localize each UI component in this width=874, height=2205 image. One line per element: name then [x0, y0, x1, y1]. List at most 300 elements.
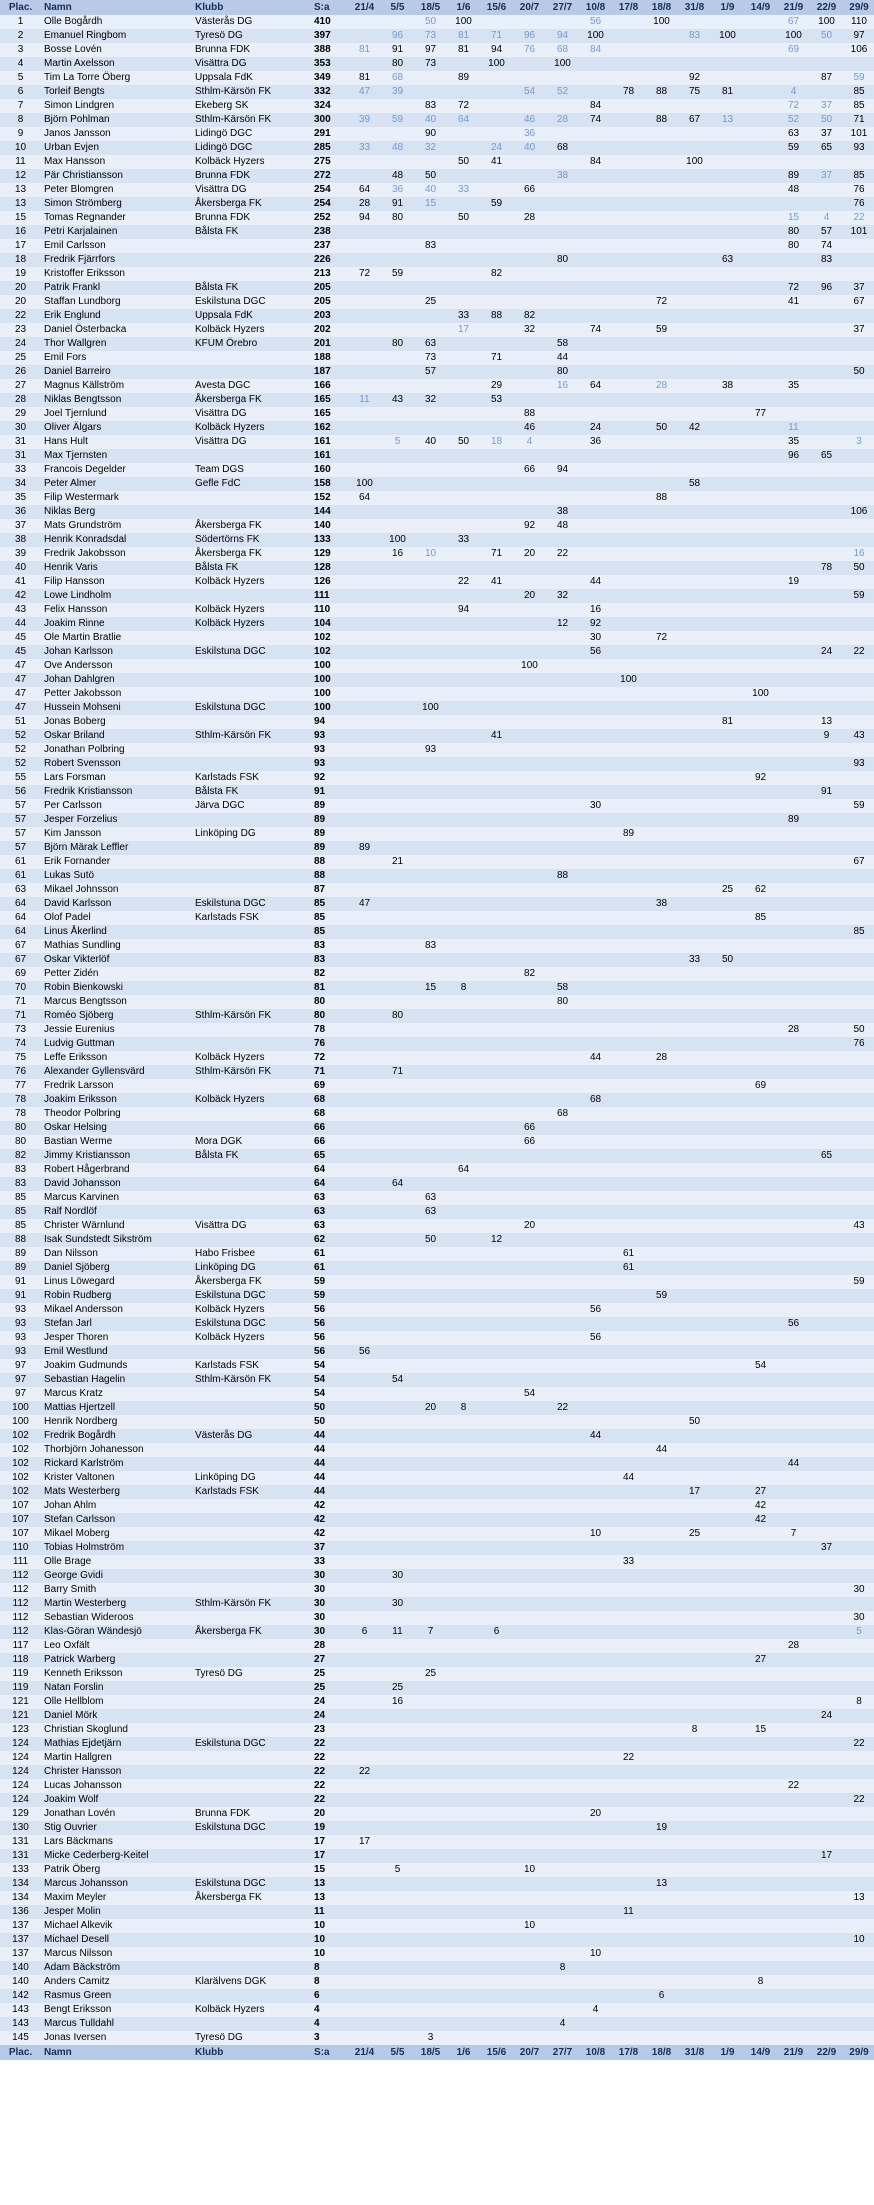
round-score-cell: [381, 1317, 414, 1331]
round-score-cell: [513, 813, 546, 827]
round-score-cell: [414, 1597, 447, 1611]
round-score-cell: [810, 1471, 843, 1485]
header-plac[interactable]: Plac.: [0, 0, 41, 15]
total-score-cell: 54: [311, 1373, 348, 1387]
round-score-cell: [744, 603, 777, 617]
round-score-cell: [810, 2031, 843, 2045]
round-score-cell: [381, 1541, 414, 1555]
round-score-cell: 93: [843, 141, 874, 155]
round-score-cell: [645, 1919, 678, 1933]
round-score-cell: [777, 547, 810, 561]
round-score-cell: [546, 449, 579, 463]
player-name-cell: Janos Jansson: [41, 127, 192, 141]
round-score-cell: [546, 1541, 579, 1555]
round-score-cell: [777, 1695, 810, 1709]
round-score-cell: [381, 1107, 414, 1121]
total-score-cell: 42: [311, 1513, 348, 1527]
round-score-cell: [612, 743, 645, 757]
round-score-cell: [579, 1121, 612, 1135]
round-score-cell: [744, 239, 777, 253]
placement-cell: 37: [0, 519, 41, 533]
round-score-cell: [777, 1205, 810, 1219]
round-score-cell: [810, 1653, 843, 1667]
round-score-cell: [744, 1611, 777, 1625]
header-date-10[interactable]: 31/8: [678, 0, 711, 15]
round-score-cell: [480, 743, 513, 757]
header-date-2[interactable]: 18/5: [414, 0, 447, 15]
round-score-cell: [810, 1569, 843, 1583]
round-score-cell: [381, 715, 414, 729]
round-score-cell: [381, 967, 414, 981]
header-date-3[interactable]: 1/6: [447, 0, 480, 15]
round-score-cell: [744, 1527, 777, 1541]
round-score-cell: [777, 1765, 810, 1779]
round-score-cell: [744, 281, 777, 295]
round-score-cell: 33: [447, 183, 480, 197]
round-score-cell: 22: [348, 1765, 381, 1779]
round-score-cell: [447, 1555, 480, 1569]
round-score-cell: [546, 1373, 579, 1387]
round-score-cell: 63: [414, 1191, 447, 1205]
club-cell: [192, 1443, 311, 1457]
round-score-cell: [744, 673, 777, 687]
round-score-cell: [777, 393, 810, 407]
round-score-cell: [744, 505, 777, 519]
round-score-cell: [744, 939, 777, 953]
round-score-cell: [348, 15, 381, 29]
round-score-cell: [612, 1457, 645, 1471]
round-score-cell: [612, 631, 645, 645]
round-score-cell: [777, 855, 810, 869]
round-score-cell: [678, 491, 711, 505]
placement-cell: 102: [0, 1429, 41, 1443]
header-date-12[interactable]: 14/9: [744, 0, 777, 15]
round-score-cell: 39: [381, 85, 414, 99]
round-score-cell: [612, 15, 645, 29]
round-score-cell: [579, 1037, 612, 1051]
round-score-cell: [513, 1485, 546, 1499]
round-score-cell: [711, 2003, 744, 2017]
club-cell: Bålsta FK: [192, 281, 311, 295]
round-score-cell: 80: [777, 225, 810, 239]
round-score-cell: [480, 1121, 513, 1135]
round-score-cell: 19: [645, 1821, 678, 1835]
round-score-cell: [777, 1121, 810, 1135]
player-name-cell: Marcus Nilsson: [41, 1947, 192, 1961]
round-score-cell: [744, 1093, 777, 1107]
round-score-cell: [546, 673, 579, 687]
header-date-1[interactable]: 5/5: [381, 0, 414, 15]
round-score-cell: 44: [612, 1471, 645, 1485]
round-score-cell: [579, 967, 612, 981]
round-score-cell: [678, 561, 711, 575]
round-score-cell: [810, 337, 843, 351]
round-score-cell: [777, 323, 810, 337]
round-score-cell: [348, 1611, 381, 1625]
round-score-cell: [711, 1611, 744, 1625]
round-score-cell: [414, 155, 447, 169]
header-date-7[interactable]: 10/8: [579, 0, 612, 15]
header-date-14[interactable]: 22/9: [810, 0, 843, 15]
total-score-cell: 66: [311, 1121, 348, 1135]
round-score-cell: [744, 379, 777, 393]
round-score-cell: 38: [645, 897, 678, 911]
round-score-cell: 71: [381, 1065, 414, 1079]
round-score-cell: [447, 1443, 480, 1457]
placement-cell: 34: [0, 477, 41, 491]
round-score-cell: [744, 1107, 777, 1121]
player-name-cell: Micke Cederberg-Keitel: [41, 1849, 192, 1863]
round-score-cell: [777, 1331, 810, 1345]
player-name-cell: Petter Jakobsson: [41, 687, 192, 701]
header-date-13[interactable]: 21/9: [777, 0, 810, 15]
player-name-cell: Fredrik Larsson: [41, 1079, 192, 1093]
round-score-cell: 64: [381, 1177, 414, 1191]
round-score-cell: [480, 519, 513, 533]
round-score-cell: [480, 127, 513, 141]
table-row: [0, 799, 874, 813]
footer-date-13: 21/9: [777, 2045, 810, 2060]
round-score-cell: [447, 1681, 480, 1695]
total-score-cell: 44: [311, 1429, 348, 1443]
round-score-cell: [546, 645, 579, 659]
header-date-9[interactable]: 18/8: [645, 0, 678, 15]
round-score-cell: [414, 1779, 447, 1793]
round-score-cell: [546, 309, 579, 323]
round-score-cell: [348, 645, 381, 659]
round-score-cell: [645, 617, 678, 631]
round-score-cell: [480, 883, 513, 897]
player-name-cell: Peter Almer: [41, 477, 192, 491]
header-date-0[interactable]: 21/4: [348, 0, 381, 15]
club-cell: [192, 365, 311, 379]
round-score-cell: [480, 211, 513, 225]
placement-cell: 38: [0, 533, 41, 547]
round-score-cell: [348, 1065, 381, 1079]
club-cell: [192, 1121, 311, 1135]
club-cell: [192, 1639, 311, 1653]
round-score-cell: [480, 1597, 513, 1611]
round-score-cell: [348, 981, 381, 995]
round-score-cell: [414, 1471, 447, 1485]
round-score-cell: 59: [843, 589, 874, 603]
round-score-cell: 43: [843, 729, 874, 743]
round-score-cell: 25: [414, 1667, 447, 1681]
round-score-cell: [480, 2031, 513, 2045]
round-score-cell: [579, 1065, 612, 1079]
round-score-cell: [843, 463, 874, 477]
header-date-6[interactable]: 27/7: [546, 0, 579, 15]
total-score-cell: 11: [311, 1905, 348, 1919]
round-score-cell: [480, 1485, 513, 1499]
round-score-cell: [612, 1037, 645, 1051]
total-score-cell: 50: [311, 1415, 348, 1429]
round-score-cell: [546, 1681, 579, 1695]
round-score-cell: [678, 799, 711, 813]
round-score-cell: [612, 687, 645, 701]
round-score-cell: [513, 1247, 546, 1261]
round-score-cell: [381, 1135, 414, 1149]
round-score-cell: [843, 869, 874, 883]
round-score-cell: 65: [810, 1149, 843, 1163]
round-score-cell: [381, 1149, 414, 1163]
round-score-cell: [843, 421, 874, 435]
table-row: [0, 701, 874, 715]
round-score-cell: [579, 253, 612, 267]
round-score-cell: [579, 211, 612, 225]
round-score-cell: 72: [645, 295, 678, 309]
round-score-cell: [810, 925, 843, 939]
player-name-cell: Patrik Öberg: [41, 1863, 192, 1877]
round-score-cell: [447, 1233, 480, 1247]
round-score-cell: [480, 1177, 513, 1191]
round-score-cell: [678, 2003, 711, 2017]
player-name-cell: Filip Westermark: [41, 491, 192, 505]
round-score-cell: [810, 1205, 843, 1219]
round-score-cell: [546, 1695, 579, 1709]
player-name-cell: Michael Desell: [41, 1933, 192, 1947]
table-row: [0, 1303, 874, 1317]
table-row: [0, 449, 874, 463]
round-score-cell: 94: [447, 603, 480, 617]
table-row: [0, 1863, 874, 1877]
round-score-cell: [777, 1149, 810, 1163]
round-score-cell: [810, 827, 843, 841]
round-score-cell: [711, 1275, 744, 1289]
round-score-cell: [777, 841, 810, 855]
round-score-cell: [711, 1373, 744, 1387]
header-sa[interactable]: S:a: [311, 0, 348, 15]
placement-cell: 112: [0, 1611, 41, 1625]
round-score-cell: 56: [777, 1317, 810, 1331]
round-score-cell: [810, 267, 843, 281]
header-klubb[interactable]: Klubb: [192, 0, 311, 15]
club-cell: Eskilstuna DGC: [192, 1821, 311, 1835]
header-date-15[interactable]: 29/9: [843, 0, 874, 15]
round-score-cell: 8: [843, 1695, 874, 1709]
round-score-cell: [480, 799, 513, 813]
player-name-cell: Jimmy Kristiansson: [41, 1149, 192, 1163]
round-score-cell: [381, 771, 414, 785]
round-score-cell: 22: [843, 211, 874, 225]
round-score-cell: [480, 239, 513, 253]
round-score-cell: [513, 253, 546, 267]
header-date-11[interactable]: 1/9: [711, 0, 744, 15]
table-row: [0, 1513, 874, 1527]
table-row: [0, 113, 874, 127]
table-row: [0, 785, 874, 799]
round-score-cell: [348, 1513, 381, 1527]
round-score-cell: [348, 463, 381, 477]
round-score-cell: 47: [348, 85, 381, 99]
round-score-cell: [480, 1961, 513, 1975]
round-score-cell: [645, 925, 678, 939]
round-score-cell: [645, 1471, 678, 1485]
round-score-cell: 24: [480, 141, 513, 155]
round-score-cell: [744, 995, 777, 1009]
round-score-cell: [612, 57, 645, 71]
round-score-cell: 44: [579, 1429, 612, 1443]
header-namn[interactable]: Namn: [41, 0, 192, 15]
round-score-cell: [711, 1121, 744, 1135]
round-score-cell: [645, 855, 678, 869]
round-score-cell: [711, 1877, 744, 1891]
round-score-cell: [612, 169, 645, 183]
player-name-cell: Martin Westerberg: [41, 1597, 192, 1611]
total-score-cell: 82: [311, 967, 348, 981]
round-score-cell: 59: [381, 267, 414, 281]
round-score-cell: [744, 71, 777, 85]
round-score-cell: 6: [645, 1989, 678, 2003]
round-score-cell: [546, 1737, 579, 1751]
round-score-cell: [678, 995, 711, 1009]
round-score-cell: [843, 911, 874, 925]
round-score-cell: [348, 1583, 381, 1597]
round-score-cell: [546, 2003, 579, 2017]
round-score-cell: [711, 533, 744, 547]
placement-cell: 20: [0, 281, 41, 295]
round-score-cell: [414, 1653, 447, 1667]
round-score-cell: [711, 267, 744, 281]
header-date-5[interactable]: 20/7: [513, 0, 546, 15]
round-score-cell: 67: [777, 15, 810, 29]
round-score-cell: [447, 281, 480, 295]
round-score-cell: [546, 295, 579, 309]
round-score-cell: [711, 743, 744, 757]
round-score-cell: [447, 757, 480, 771]
total-score-cell: 44: [311, 1471, 348, 1485]
round-score-cell: [711, 1597, 744, 1611]
round-score-cell: [348, 1303, 381, 1317]
round-score-cell: 72: [777, 99, 810, 113]
player-name-cell: Maxim Meyler: [41, 1891, 192, 1905]
total-score-cell: 63: [311, 1205, 348, 1219]
round-score-cell: [678, 1359, 711, 1373]
club-cell: [192, 673, 311, 687]
round-score-cell: [381, 127, 414, 141]
round-score-cell: 71: [480, 29, 513, 43]
round-score-cell: 41: [480, 729, 513, 743]
round-score-cell: [810, 1457, 843, 1471]
round-score-cell: [546, 435, 579, 449]
round-score-cell: [744, 1751, 777, 1765]
round-score-cell: [381, 155, 414, 169]
round-score-cell: [480, 253, 513, 267]
round-score-cell: [513, 351, 546, 365]
round-score-cell: [843, 1317, 874, 1331]
round-score-cell: [348, 1891, 381, 1905]
placement-cell: 12: [0, 169, 41, 183]
round-score-cell: [744, 1765, 777, 1779]
round-score-cell: 40: [414, 113, 447, 127]
round-score-cell: [513, 1541, 546, 1555]
round-score-cell: 16: [381, 547, 414, 561]
round-score-cell: [348, 1947, 381, 1961]
total-score-cell: 291: [311, 127, 348, 141]
total-score-cell: 187: [311, 365, 348, 379]
header-date-8[interactable]: 17/8: [612, 0, 645, 15]
club-cell: Karlstads FSK: [192, 771, 311, 785]
round-score-cell: [711, 295, 744, 309]
round-score-cell: [678, 1037, 711, 1051]
round-score-cell: [711, 1527, 744, 1541]
round-score-cell: [711, 1205, 744, 1219]
round-score-cell: [744, 659, 777, 673]
round-score-cell: [612, 1163, 645, 1177]
placement-cell: 27: [0, 379, 41, 393]
round-score-cell: [447, 1737, 480, 1751]
player-name-cell: Kim Jansson: [41, 827, 192, 841]
table-row: [0, 127, 874, 141]
placement-cell: 77: [0, 1079, 41, 1093]
table-row: [0, 183, 874, 197]
round-score-cell: 88: [513, 407, 546, 421]
round-score-cell: [447, 1891, 480, 1905]
round-score-cell: [711, 309, 744, 323]
round-score-cell: [579, 981, 612, 995]
round-score-cell: [447, 1765, 480, 1779]
round-score-cell: [513, 1065, 546, 1079]
round-score-cell: 42: [744, 1499, 777, 1513]
round-score-cell: [348, 1107, 381, 1121]
placement-cell: 137: [0, 1919, 41, 1933]
round-score-cell: [678, 617, 711, 631]
round-score-cell: 22: [843, 645, 874, 659]
player-name-cell: Joakim Eriksson: [41, 1093, 192, 1107]
placement-cell: 51: [0, 715, 41, 729]
round-score-cell: [711, 813, 744, 827]
round-score-cell: [744, 183, 777, 197]
round-score-cell: [843, 981, 874, 995]
round-score-cell: [678, 1709, 711, 1723]
round-score-cell: [546, 855, 579, 869]
round-score-cell: [579, 57, 612, 71]
table-row: [0, 1401, 874, 1415]
round-score-cell: [381, 1289, 414, 1303]
round-score-cell: [777, 1933, 810, 1947]
round-score-cell: [843, 1429, 874, 1443]
round-score-cell: [612, 2031, 645, 2045]
round-score-cell: 17: [348, 1835, 381, 1849]
round-score-cell: [777, 155, 810, 169]
total-score-cell: 78: [311, 1023, 348, 1037]
player-name-cell: Oskar Helsing: [41, 1121, 192, 1135]
round-score-cell: [711, 15, 744, 29]
round-score-cell: [447, 463, 480, 477]
round-score-cell: [546, 729, 579, 743]
round-score-cell: [612, 1583, 645, 1597]
round-score-cell: [645, 967, 678, 981]
header-date-4[interactable]: 15/6: [480, 0, 513, 15]
club-cell: [192, 1163, 311, 1177]
round-score-cell: [579, 995, 612, 1009]
round-score-cell: [579, 393, 612, 407]
round-score-cell: [645, 1527, 678, 1541]
round-score-cell: [381, 561, 414, 575]
round-score-cell: [777, 1065, 810, 1079]
round-score-cell: [414, 617, 447, 631]
round-score-cell: [744, 43, 777, 57]
table-row: [0, 435, 874, 449]
round-score-cell: [678, 1653, 711, 1667]
round-score-cell: [711, 1065, 744, 1079]
table-row: [0, 547, 874, 561]
round-score-cell: [843, 1849, 874, 1863]
round-score-cell: 15: [777, 211, 810, 225]
round-score-cell: [678, 225, 711, 239]
round-score-cell: [810, 1863, 843, 1877]
round-score-cell: [414, 603, 447, 617]
